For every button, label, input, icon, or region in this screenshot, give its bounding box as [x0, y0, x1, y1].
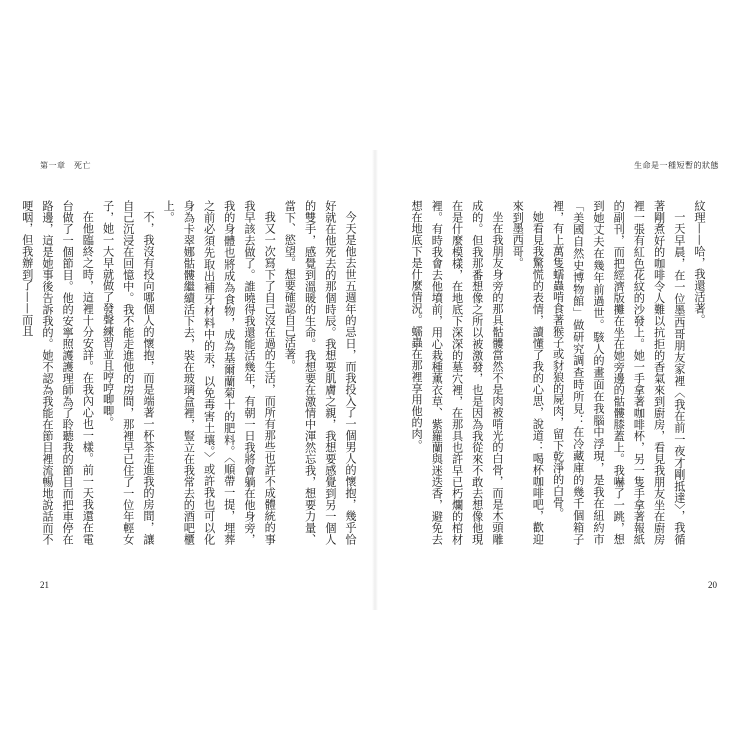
- left-page-number: 21: [40, 580, 49, 590]
- right-paragraph-1: 紋理——哈，我還活著。: [693, 200, 706, 326]
- book-gutter: [372, 150, 378, 610]
- left-paragraph-1: 今天是他去世五週年的忌日，而我投入了一個男人的懷抱，幾乎恰好就在他死去的那個時辰。我想要肌膚之親，我想要感覺到另一個人的雙手，感覺到溫暖的生命。我想要在激情中渾然忘我，想要力量、當下、慾望。想要確認自己活著。: [283, 200, 357, 545]
- left-paragraph-4: 在他臨終之時，這裡十分安詳。在我內心也一樣。前一天我還在電台做了一個節目。他的安寧照護護理師為了聆聽我的節目而把車停在路邊，這是她事後告訴我的。她不認為我能在節目裡流暢地說話而不哽咽，但我辦到了——而且: [20, 200, 95, 545]
- left-page: [20, 160, 366, 600]
- right-running-header: 生命是一種短暫的狀態: [634, 161, 719, 170]
- right-paragraph-3: 她看見我驚慌的表情，讀懂了我的心思，說道：喝杯咖啡吧，歡迎來到墨西哥。: [511, 200, 545, 545]
- left-running-header: 第一章 死亡: [40, 161, 91, 170]
- right-body-text: [387, 200, 709, 545]
- right-page: [385, 160, 721, 600]
- left-paragraph-3: 不，我沒有投向哪個人的懷抱，而是端著一杯茶走進我的房間，讓自己沉浸在回憶中。我不能走進他的房間，那裡早已住了一位年輕女子，她一大早就做了發聲練習並且哼哼唧唧。: [101, 200, 155, 545]
- left-paragraph-2: 我又一次寫下了自己沒在過的生活，而所有那些也許不成體統的事我早該去做了。誰曉得我還能活幾年，有朝一日我將會躺在他身旁，我的身體也將成為食物，成為基爾蘭菊十的肥料。〈順帶一提，埋葬之前必須先取出補牙材料中的汞，以免毒害土壤。〉或許我也可以化身為卡翠娜骷髏繼續活下去，裝在玻璃盒裡，豎立在我常去的酒吧櫃上。: [162, 200, 277, 545]
- right-page-number: 20: [708, 580, 717, 590]
- right-paragraph-2: 一天早晨，在一位墨西哥朋友家裡〈我在前一夜才剛抵達〉，我循著剛煮好的咖啡令人難以抗拒的香氣來到廚房，看見我朋友坐在廚房裡一張有紅色花紋的沙發上。她一手拿著咖啡杯，另一隻手拿著報紙的副刊，而把經濟版攤在坐在她旁邊的骷髏膝蓋上。我嚇了一跳，想到她丈夫在幾年前過世。駭人的畫面在我腦中浮現，是我在紐約市「美國自然史博物館」做研究調查時所見：在冷藏庫的幾千個箱子裡，有上萬隻蠕蟲啃食著猴子或豺狼的屍肉，留下乾淨的白骨。: [551, 200, 686, 545]
- left-body-text: [20, 200, 360, 545]
- right-paragraph-4: 坐在我朋友身旁的那具骷髏當然不是肉被啃光的白骨，而是木頭雕成的。但我那番想像之所以被激發，也是因為我從來不敢去想像他現在是什麼模樣，在地底下深深的墓穴裡，在那具也許早已朽爛的棺材裡。有時我會去他墳前，用心栽種薰衣草、紫羅蘭與迷迭香，避免去想在地底下是什麼情況。蠕蟲在那裡享用他的肉。: [410, 200, 504, 545]
